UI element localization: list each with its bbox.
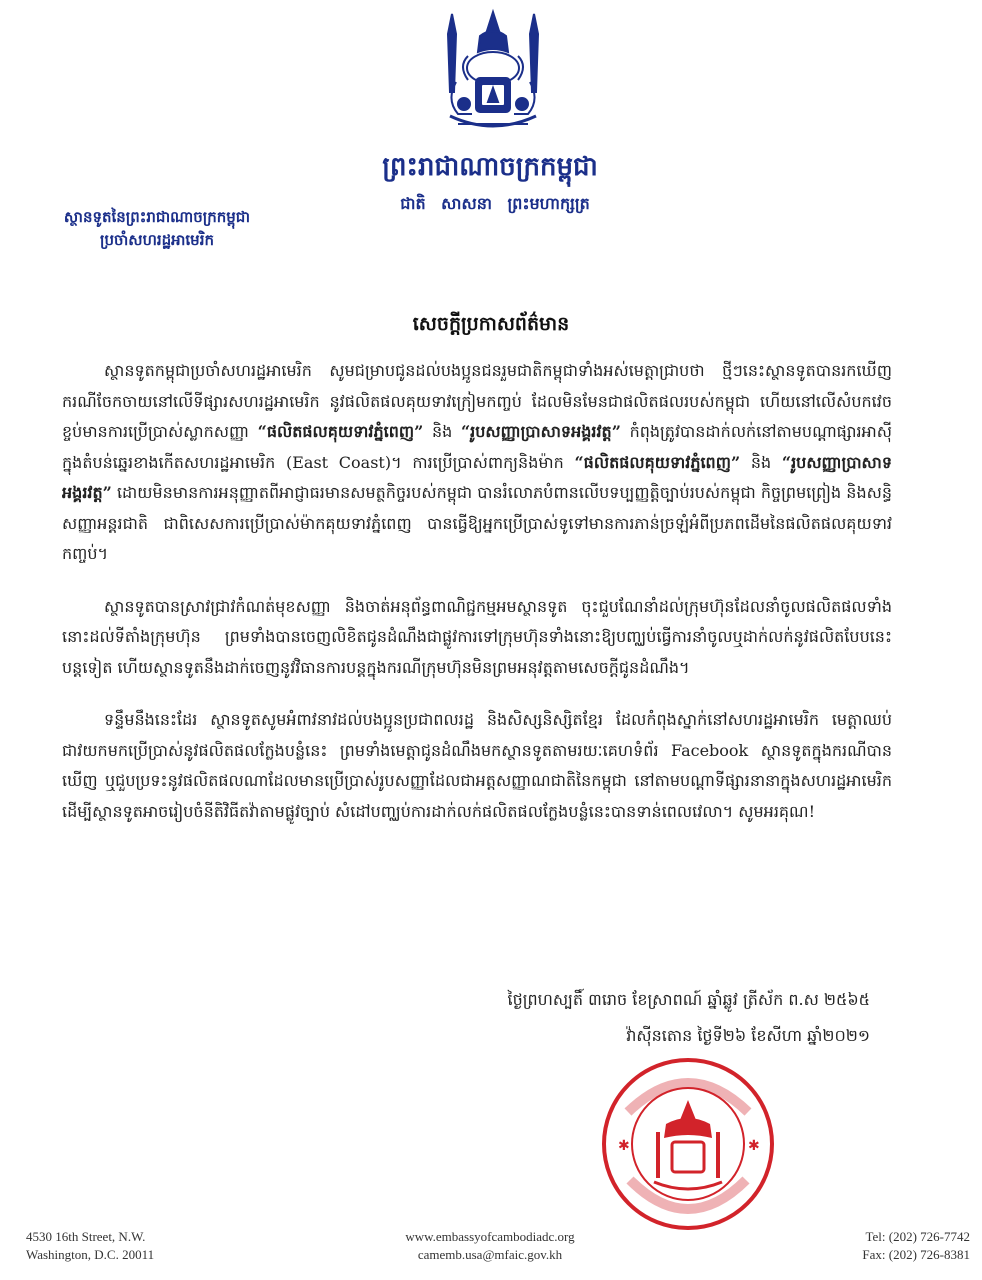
document-title: សេចក្តីប្រកាសព័ត៌មាន (412, 313, 570, 335)
paragraph-1-text-e: ដោយមិនមានការអនុញ្ញាតពីអាជ្ញាធរមានសមត្ថកិច្ចរបស់កម្ពុជា បានរំលោភបំពានលើបទប្បញ្ញត្តិច្បាប់របស់កម្ពុជា កិច្ចព្រមព្រៀង និងសន្ធិសញ្ញាអន្តរជាតិ ជាពិសេសការប្រើប្រាស់ម៉ាកគុយទាវភ្នំពេញ បានធ្វើឱ្យអ្នកប្រើប្រាស់ទូទៅមានការភាន់ច្រឡំអំពីប្រភពដើមនៃផលិតផលគុយទាវកញ្ចប់។ (62, 483, 892, 563)
address-line-2: Washington, D.C. 20011 (26, 1247, 155, 1262)
brand-quote-angkor-wat-logo-2: “រូបសញ្ញាប្រាសាទអង្គរវត្ត” (62, 452, 893, 502)
brand-quote-phnom-penh-noodle-2: “ផលិតផលគុយទាវភ្នំពេញ” (574, 452, 741, 472)
embassy-name-line1: ស្ថានទូតនៃព្រះរាជាណាចក្រកម្ពុជា (63, 208, 251, 226)
date-solar: វ៉ាស៊ីនតោន ថ្ងៃទី២៦ ខែសីហា ឆ្នាំ២០២១ (626, 1026, 870, 1045)
footer-address (26, 1228, 154, 1264)
royal-coat-of-arms-icon (428, 8, 558, 136)
kingdom-title: ព្រះរាជាណាចក្រកម្ពុជា (382, 152, 598, 182)
svg-text:✱: ✱ (618, 1138, 630, 1154)
website-link[interactable]: www.embassyofcambodiadc.org (405, 1229, 575, 1244)
document-body (62, 356, 892, 849)
telephone-number: Tel: (202) 726-7742 (865, 1229, 970, 1244)
paragraph-3: ទន្ទឹមនឹងនេះដែរ ស្ថានទូតសូមអំពាវនាវដល់បងប្អូនប្រជាពលរដ្ឋ និងសិស្សនិស្សិតខ្មែរ ដែលកំពុងស្នាក់នៅសហរដ្ឋអាមេរិក មេត្តាឈប់ជាវយកមកប្រើប្រាស់នូវផលិតផលក្លែងបន្លំនេះ ព្រមទាំងមេត្តាជូនដំណឹងមកស្ថានទូតតាមរយៈគេហទំព័រ Facebook ស្ថានទូតក្នុងករណីបានឃើញ ឬជួបប្រទះនូវផលិតផលណាដែលមានប្រើប្រាស់រូបសញ្ញាដែលជាអត្តសញ្ញាណជាតិនៃកម្ពុជា នៅតាមបណ្តាទីផ្សារនានាក្នុងសហរដ្ឋអាមេរិកដើម្បីស្ថានទូតអាចរៀបចំនីតិវិធីតវ៉ាតាមផ្លូវច្បាប់ សំដៅបញ្ឈប់ការដាក់លក់ផលិតផលក្លែងបន្លំនេះបានទាន់ពេលវេលា។ សូមអរគុណ! (62, 710, 892, 821)
fax-number: Fax: (202) 726-8381 (862, 1247, 970, 1262)
paragraph-1-text-a: ស្ថានទូតកម្ពុជាប្រចាំសហរដ្ឋអាមេរិក សូមជម្រាបជូនដល់បងប្អូនជនរួមជាតិកម្ពុជាទាំងអស់មេត្តាជ្រាបថា ថ្មីៗនេះស្ថានទូតបានរកឃើញករណីចែកចាយនៅលើទីផ្សារសហរដ្ឋអាមេរិក នូវផលិតផលគុយទាវក្រៀមកញ្ចប់ ដែលមិនមែនជាផលិតផលរបស់កម្ពុជា ហើយនៅលើសំបកវេចខ្ចប់មានការប្រើប្រាស់ស្លាកសញ្ញា (62, 361, 892, 441)
svg-text:✱: ✱ (748, 1138, 760, 1154)
letterhead-footer (0, 1228, 982, 1280)
embassy-name-line2: ប្រចាំសហរដ្ឋអាមេរិក (100, 231, 214, 250)
footer-phone (800, 1228, 970, 1264)
paragraph-1-text-d: និង (740, 452, 782, 472)
embassy-seal-stamp (598, 1054, 778, 1234)
brand-quote-angkor-wat-logo: “រូបសញ្ញាប្រាសាទអង្គរវត្ត” (460, 422, 621, 441)
embassy-name (22, 206, 292, 253)
national-motto: ជាតិ សាសនា ព្រះមហាក្សត្រ (400, 194, 590, 213)
email-link[interactable]: camemb.usa@mfaic.gov.kh (417, 1247, 563, 1262)
paragraph-1-text-c: កំពុងត្រូវបានដាក់លក់នៅតាមបណ្តាផ្សារអាស៊ីក្នុងតំបន់ឆ្នេរខាងកើតសហរដ្ឋអាមេរិក (East Coast)។ ការប្រើប្រាស់ពាក្យនិងម៉ាក (62, 422, 892, 472)
paragraph-2: ស្ថានទូតបានស្រាវជ្រាវកំណត់មុខសញ្ញា និងចាត់អនុព័ន្ធពាណិជ្ជកម្មអមស្ថានទូត ចុះជួបណែនាំដល់ក្រុមហ៊ុនដែលនាំចូលផលិតផលទាំងនោះដល់ទីតាំងក្រុមហ៊ុន ព្រមទាំងបានចេញលិខិតជូនដំណឹងជាផ្លូវការទៅក្រុមហ៊ុនទាំងនោះឱ្យបញ្ឈប់ធ្វើការនាំចូលឬដាក់លក់នូវផលិតបែបនេះបន្តទៀត ហើយស្ថានទូតនឹងដាក់ចេញនូវវិធានការបន្តក្នុងករណីក្រុមហ៊ុនមិនព្រមអនុវត្តតាមសេចក្តីជូនដំណឹង។ (62, 596, 892, 677)
footer-web-contact (380, 1228, 600, 1264)
brand-quote-phnom-penh-noodle: “ផលិតផលគុយទាវភ្នំពេញ” (257, 422, 424, 441)
paragraph-1 (62, 356, 892, 570)
date-block (370, 982, 870, 1054)
date-lunar: ថ្ងៃព្រហស្បតិ៍ ៣រោច ខែស្រាពណ៍ ឆ្នាំឆ្លូវ ត្រីស័ក ព.ស ២៥៦៥ (507, 990, 870, 1009)
paragraph-1-text-b: និង (423, 422, 461, 441)
address-line-1: 4530 16th Street, N.W. (26, 1229, 146, 1244)
